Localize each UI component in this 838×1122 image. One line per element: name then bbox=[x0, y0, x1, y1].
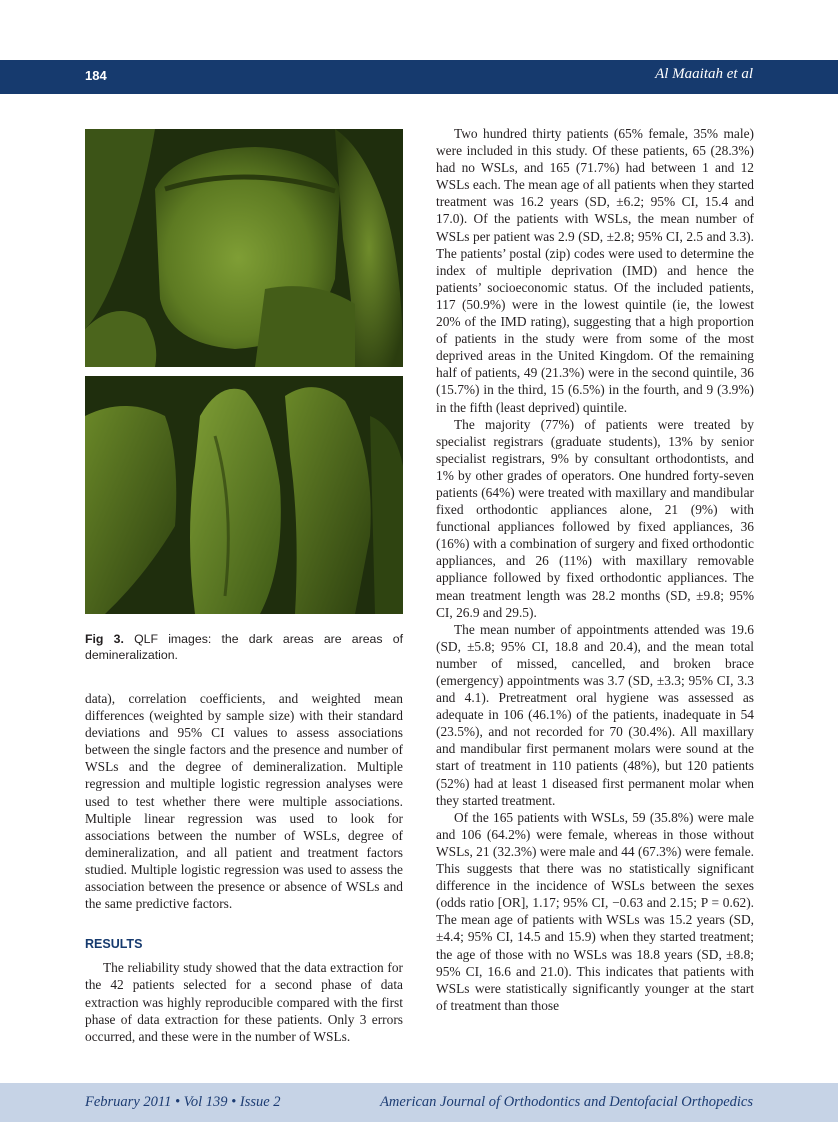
issue-info: February 2011 • Vol 139 • Issue 2 bbox=[85, 1094, 281, 1110]
right-text-column bbox=[436, 125, 754, 1014]
figure-label: Fig 3. bbox=[85, 632, 124, 646]
running-authors: Al Maaitah et al bbox=[655, 66, 753, 82]
figure-caption-text: QLF images: the dark areas are areas of demineralization. bbox=[85, 632, 403, 662]
running-footer bbox=[0, 1083, 838, 1122]
body-paragraph: data), correlation coefficients, and weighted mean differences (weighted by sample size) with their standard deviations and 95% CI values to assess associations between the single factors and the presence and number of WSLs and the degree of demineralization. Multiple regression and multiple logistic regression analyses were used to test whether there were multiple associations. Multiple linear regression was used to look for associations between the number of WSLs, degree of demineralization, and all patient and treatment factors studied. Multiple logistic regression was used to assess the association between the presence or absence of WSLs and the same predictive factors. bbox=[85, 691, 403, 912]
body-paragraph: The mean number of appointments attended was 19.6 (SD, ±5.8; 95% CI, 18.8 and 20.4), and the mean total number of missed, cancelled, and broken brace (emergency) appointments was 3.7 (SD, ±3.3; 95% CI, 3.3 and 4.1). Pretreatment oral hygiene was assessed as adequate in 106 (46.1%) of the patients, inadequate in 54 (23.5%), and not recorded for 70 (30.4%). All maxillary and mandibular first permanent molars were sound at the start of treatment in 110 patients (48%), but 120 patients (52%) had at least 1 diseased first permanent molar when they started treatment. bbox=[436, 621, 754, 808]
left-text-column bbox=[85, 690, 403, 1045]
qlf-image-upper bbox=[85, 129, 403, 367]
body-paragraph: The majority (77%) of patients were treated by specialist registrars (graduate students), 13% by senior specialist registrars, 9% by consultant orthodontists, and 1% by other grades of operators. One hundred forty-seven patients (64%) were treated with maxillary and mandibular fixed orthodontic appliances alone, 21 (9%) with functional appliances followed by fixed appliances, 36 (16%) with a combination of surgery and fixed orthodontic appliances, and 26 (11%) with maxillary removable appliance followed by fixed orthodontic appliances. The mean treatment length was 28.2 months (SD, ±9.8; 95% CI, 26.9 and 29.5). bbox=[436, 416, 754, 620]
figure-caption bbox=[85, 631, 403, 663]
page-number: 184 bbox=[85, 68, 107, 83]
body-paragraph: The reliability study showed that the data extraction for the 42 patients selected for a second phase of data extraction was highly reproducible compared with the first phase of data extraction for these patients. Only 3 errors occurred, and these were in the number of WSLs. bbox=[85, 960, 403, 1044]
results-heading: RESULTS bbox=[85, 937, 143, 952]
running-header bbox=[0, 60, 838, 94]
journal-name: American Journal of Orthodontics and Dentofacial Orthopedics bbox=[380, 1094, 753, 1110]
body-paragraph: Of the 165 patients with WSLs, 59 (35.8%) were male and 106 (64.2%) were female, whereas in those without WSLs, 21 (32.3%) were male and 44 (67.3%) were female. This suggests that there was no statistically significant difference in the incidence of WSLs between the sexes (odds ratio [OR], 1.17; 95% CI, −0.63 and 2.15; P = 0.62). The mean age of patients with WSLs was 15.2 years (SD, ±4.4; 95% CI, 14.5 and 15.9) when they started treatment; the age of those with no WSLs was 18.8 years (SD, ±8.8; 95% CI, 16.6 and 21.0). This indicates that patients with WSLs were statistically significantly younger at the start of treatment than those bbox=[436, 809, 754, 1013]
qlf-image-lower bbox=[85, 376, 403, 614]
body-paragraph: Two hundred thirty patients (65% female, 35% male) were included in this study. Of these patients, 65 (28.3%) had no WSLs, and 165 (71.7%) had between 1 and 12 WSLs each. The mean age of all patients when they started treatment was 16.2 years (SD, ±6.2; 95% CI, 15.4 and 17.0). Of the patients with WSLs, the mean number of WSLs per patient was 2.9 (SD, ±2.8; 95% CI, 2.5 and 3.3). The patients’ postal (zip) codes were used to determine the index of multiple deprivation (IMD) and hence the patients’ socioeconomic status. Of the included patients, 117 (50.9%) were in the lowest quintile (ie, the lowest 20% of the IMD rating), suggesting that a high proportion of patients in the study were from some of the most deprived areas in the United Kingdom. Of the remaining half of patients, 49 (21.3%) were in the second quintile, 36 (15.7%) in the third, 15 (6.5%) in the fourth, and 9 (3.9%) in the fifth (least deprived) quintile. bbox=[436, 126, 754, 415]
